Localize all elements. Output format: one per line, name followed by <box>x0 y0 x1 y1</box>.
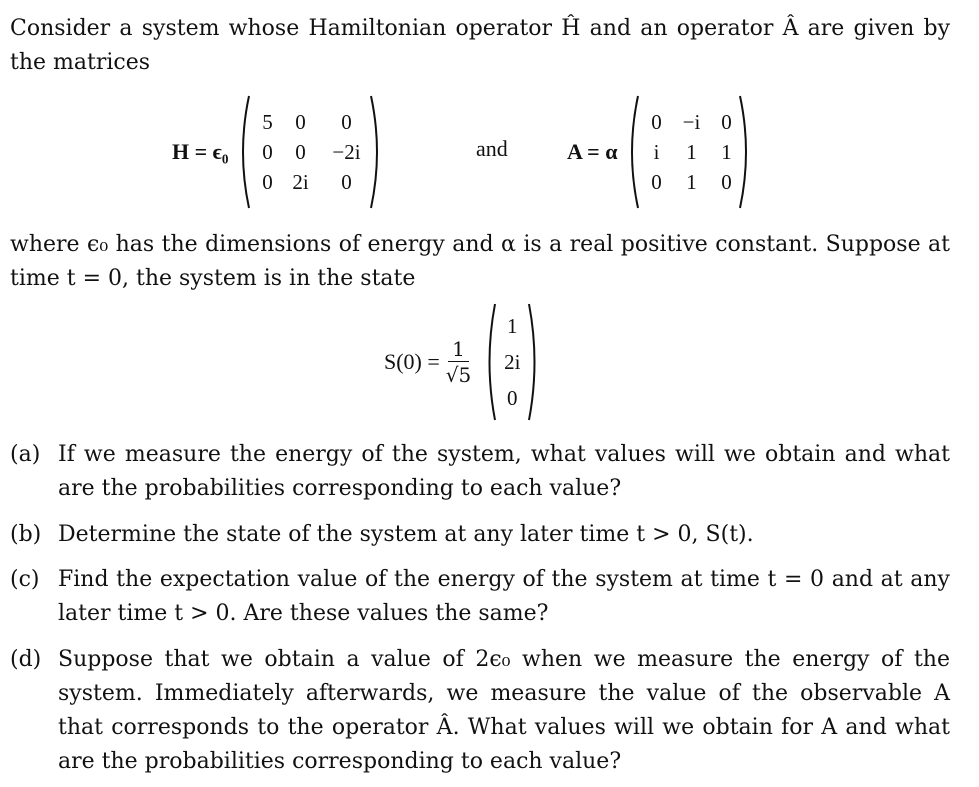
hamiltonian-lhs: H = ϵ₀ <box>172 139 229 164</box>
state-vector <box>483 300 541 424</box>
operator-a-matrix-cell: −i <box>682 109 701 134</box>
question-b <box>10 518 950 552</box>
question-text: If we measure the energy of the system, what values will we obtain and what are the probabilities corresponding to each value? <box>58 442 950 501</box>
hamiltonian-matrix-cell: 0 <box>262 139 273 164</box>
hamiltonian-matrix-cell: 0 <box>262 169 273 194</box>
question-label: (b) <box>10 522 42 547</box>
operator-a-matrix-cell: 0 <box>651 169 662 194</box>
question-a <box>10 438 950 506</box>
question-label: (c) <box>10 567 40 592</box>
operator-a-matrix-cell: 0 <box>721 169 732 194</box>
operator-a-matrix <box>624 92 754 212</box>
hamiltonian-matrix <box>235 92 385 212</box>
hamiltonian-matrix-cell: −2i <box>332 139 361 164</box>
matrix-parentheses <box>624 92 754 212</box>
operator-a-matrix-cell: 1 <box>686 169 697 194</box>
operator-a-equation <box>567 92 754 212</box>
question-label: (d) <box>10 647 42 672</box>
state-paragraph: where ϵ₀ has the dimensions of energy and α is a real positive constant. Suppose at time t = 0, the system is in the state <box>10 232 950 291</box>
state-vector-cell: 2i <box>504 349 521 374</box>
intro-paragraph: Consider a system whose Hamiltonian operator Ĥ and an operator Â are given by the matrices <box>10 16 950 75</box>
hamiltonian-equation <box>172 92 385 212</box>
hamiltonian-matrix-cell: 0 <box>341 169 352 194</box>
matrix-parentheses <box>235 92 385 212</box>
question-d <box>10 643 950 779</box>
state-lhs: S(0) = <box>384 349 440 374</box>
question-text: Suppose that we obtain a value of 2ϵ₀ when we measure the energy of the system. Immediately afterwards, we measure the value of the observable A that corresponds to the operator Â. What values will we obtain for A and what are the probabilities corresponding to each value? <box>58 647 950 774</box>
hamiltonian-matrix-cell: 0 <box>295 109 306 134</box>
question-label: (a) <box>10 442 41 467</box>
initial-state-equation <box>384 300 541 424</box>
hamiltonian-matrix-cell: 2i <box>292 169 309 194</box>
state-vector-cell: 0 <box>507 385 518 410</box>
operator-a-matrix-cell: 1 <box>721 139 732 164</box>
hamiltonian-matrix-cell: 0 <box>295 139 306 164</box>
fraction-denominator: √5 <box>445 362 472 387</box>
hamiltonian-matrix-cell: 5 <box>262 109 273 134</box>
normalization-fraction <box>446 337 471 388</box>
hamiltonian-matrix-cell: 0 <box>341 109 352 134</box>
operator-a-matrix-cell: i <box>653 139 660 164</box>
state-vector-cell: 1 <box>507 313 518 338</box>
question-c <box>10 563 950 631</box>
operator-a-matrix-cell: 1 <box>686 139 697 164</box>
vector-parentheses <box>483 300 541 424</box>
fraction-numerator: 1 <box>448 337 469 362</box>
question-text: Find the expectation value of the energy of the system at time t = 0 and at any later time t > 0. Are these values the same? <box>58 567 950 626</box>
operator-a-lhs: A = α <box>567 139 618 164</box>
operator-a-matrix-cell: 0 <box>651 109 662 134</box>
operator-a-matrix-cell: 0 <box>721 109 732 134</box>
question-text: Determine the state of the system at any later time t > 0, S(t). <box>58 522 754 547</box>
and-connector: and <box>476 136 508 161</box>
